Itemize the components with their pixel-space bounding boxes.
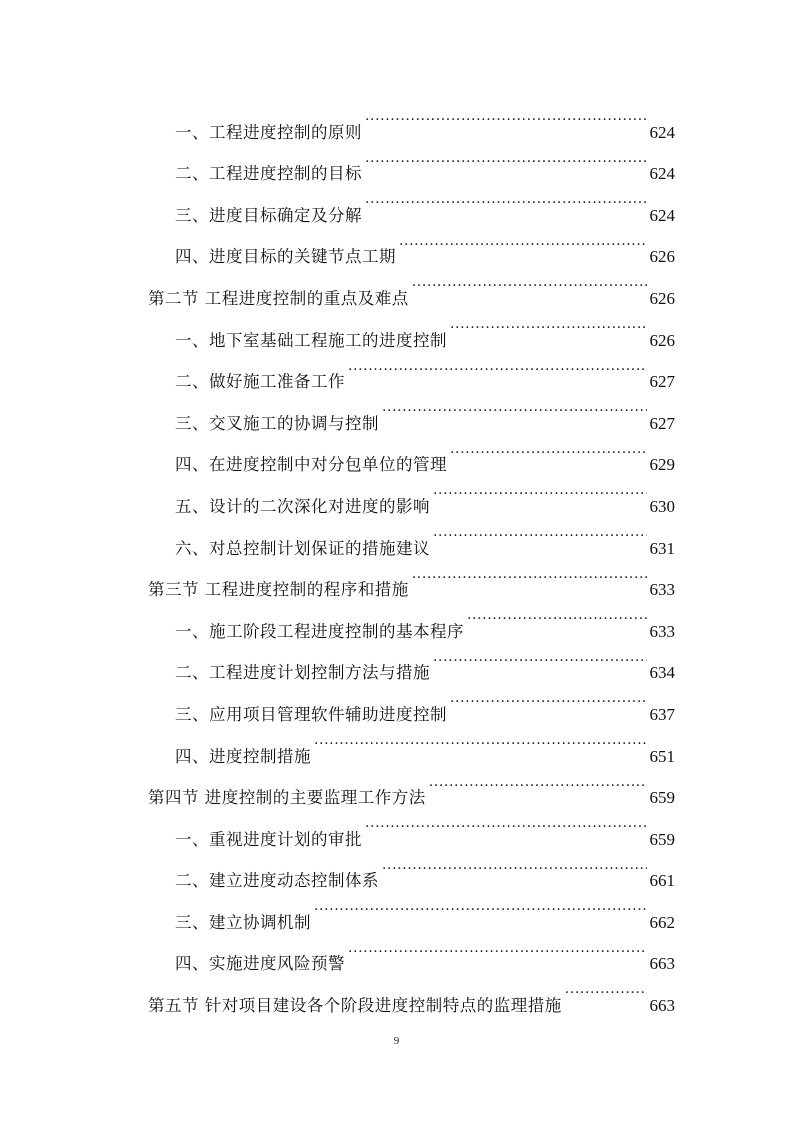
toc-dot-leader: [450, 429, 647, 471]
toc-dot-leader: [433, 512, 647, 554]
toc-dot-leader: [314, 720, 647, 762]
toc-entry-page: 634: [649, 663, 675, 683]
toc-dot-leader: [382, 387, 647, 429]
table-of-contents: [148, 96, 675, 1016]
toc-dot-leader: [348, 346, 647, 388]
toc-entry-page: 661: [649, 871, 675, 891]
toc-entry-title: 五、设计的二次深化对进度的影响: [175, 496, 430, 516]
toc-entry-page: 659: [649, 829, 675, 849]
toc-section-title: 第五节 针对项目建设各个阶段进度控制特点的监理措施: [148, 996, 562, 1016]
toc-dot-leader: [433, 470, 647, 512]
toc-entry-title: 二、建立进度动态控制体系: [175, 871, 379, 891]
toc-entry-title: 二、工程进度计划控制方法与措施: [175, 663, 430, 683]
toc-entry-title: 一、地下室基础工程施工的进度控制: [175, 330, 447, 350]
toc-dot-leader: [399, 221, 647, 263]
toc-dot-leader: [467, 595, 647, 637]
toc-dot-leader: [412, 262, 647, 304]
toc-entry-page: 624: [649, 205, 675, 225]
toc-entry-title: 四、进度目标的关键节点工期: [175, 247, 396, 267]
toc-section-page: 626: [649, 288, 675, 308]
toc-entry-page: 624: [649, 122, 675, 142]
toc-entry-title: 二、做好施工准备工作: [175, 372, 345, 392]
toc-entry-page: 637: [649, 704, 675, 724]
toc-entry-title: 三、建立协调机制: [175, 912, 311, 932]
toc-entry-title: 三、进度目标确定及分解: [175, 205, 362, 225]
toc-entry-page: 627: [649, 413, 675, 433]
toc-entry-page: 631: [649, 538, 675, 558]
toc-entry-title: 四、在进度控制中对分包单位的管理: [175, 455, 447, 475]
toc-dot-leader: [382, 845, 647, 887]
toc-dot-leader: [429, 762, 647, 804]
toc-dot-leader: [450, 304, 647, 346]
toc-section-page: 659: [649, 788, 675, 808]
toc-entry-page: 630: [649, 496, 675, 516]
toc-entry-page: 633: [649, 621, 675, 641]
toc-section-page: 633: [649, 580, 675, 600]
toc-entry-page: 651: [649, 746, 675, 766]
toc-entry-page: 626: [649, 247, 675, 267]
toc-section-title: 第四节 进度控制的主要监理工作方法: [148, 788, 426, 808]
toc-entry-title: 三、应用项目管理软件辅助进度控制: [175, 704, 447, 724]
toc-dot-leader: [314, 886, 647, 928]
toc-entry-page: 626: [649, 330, 675, 350]
toc-dot-leader: [365, 179, 647, 221]
toc-dot-leader: [365, 138, 647, 180]
toc-dot-leader: [348, 928, 647, 970]
toc-entry[interactable]: [148, 96, 675, 142]
toc-entry-title: 三、交叉施工的协调与控制: [175, 413, 379, 433]
toc-entry-page: 662: [649, 912, 675, 932]
toc-entry-title: 六、对总控制计划保证的措施建议: [175, 538, 430, 558]
toc-entry-title: 一、工程进度控制的原则: [175, 122, 362, 142]
toc-entry-title: 二、工程进度控制的目标: [175, 164, 362, 184]
toc-entry-title: 四、实施进度风险预警: [175, 954, 345, 974]
toc-dot-leader: [412, 554, 647, 596]
toc-entry-page: 629: [649, 455, 675, 475]
toc-section-title: 第三节 工程进度控制的程序和措施: [148, 580, 409, 600]
page-number: 9: [393, 1035, 400, 1047]
toc-dot-leader: [450, 678, 647, 720]
toc-dot-leader: [565, 969, 647, 1011]
toc-entry-page: 627: [649, 372, 675, 392]
toc-entry-title: 一、重视进度计划的审批: [175, 829, 362, 849]
toc-dot-leader: [365, 803, 647, 845]
toc-entry-title: 四、进度控制措施: [175, 746, 311, 766]
toc-dot-leader: [365, 96, 647, 138]
toc-entry-title: 一、施工阶段工程进度控制的基本程序: [175, 621, 464, 641]
toc-dot-leader: [433, 637, 647, 679]
toc-section-title: 第二节 工程进度控制的重点及难点: [148, 288, 409, 308]
toc-entry-page: 663: [649, 954, 675, 974]
toc-entry-page: 624: [649, 164, 675, 184]
toc-section-page: 663: [649, 996, 675, 1016]
